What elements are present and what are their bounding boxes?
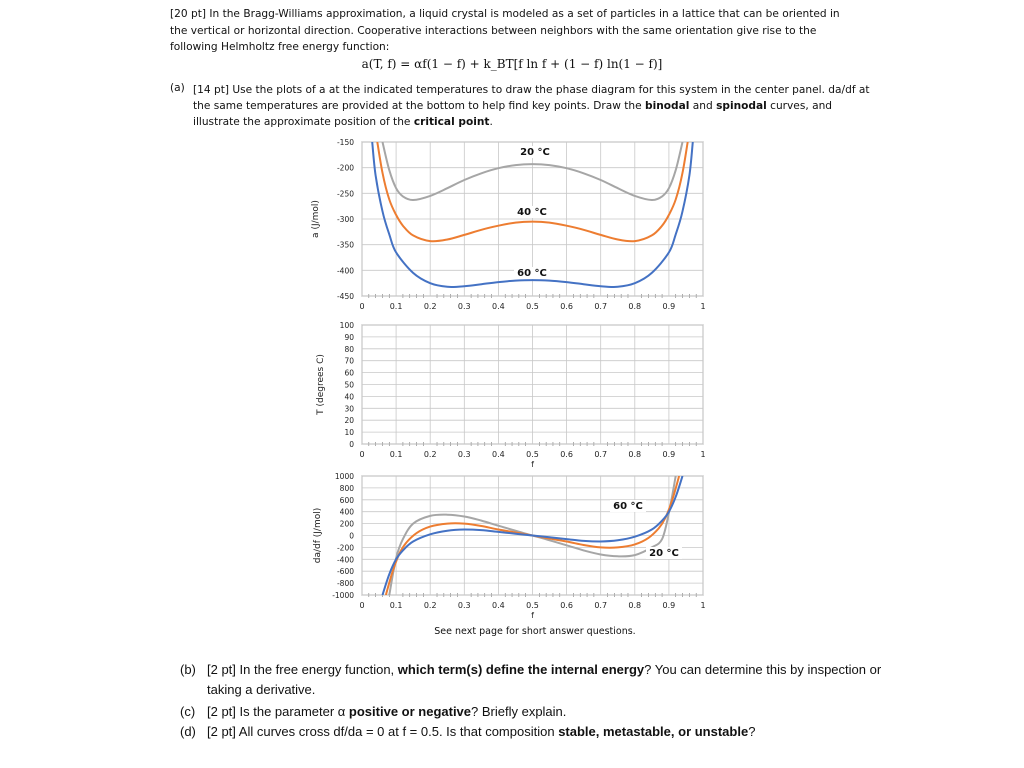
free-energy-equation: a(T, f) = αf(1 − f) + k_BT[f ln f + (1 − f) ln(1 − f)] [361, 57, 663, 71]
y-tick-label: 400 [339, 507, 354, 517]
x-tick-label: 0.1 [389, 302, 403, 311]
y-tick-label: 70 [344, 356, 354, 366]
x-tick-label: 0 [359, 450, 365, 459]
x-tick-label: 0.7 [594, 450, 608, 459]
y-tick-label: -200 [336, 543, 354, 553]
x-tick-label: 0 [359, 601, 365, 610]
part-a-text: [14 pt] Use the plots of a at the indicated temperatures to draw the phase diagram for this system in the center panel. da/df at the same temperatures are provided at the bottom to help find key points. Draw the binodal and spinodal curves, and illustrate the approximate position of the critical point. [193, 84, 870, 128]
question-c-text: [2 pt] Is the parameter α positive or negative? Briefly explain. [207, 704, 567, 719]
y-tick-label: 90 [344, 332, 354, 342]
chart-2 [316, 321, 706, 469]
annotation-label: 40 °C [517, 207, 547, 218]
y-tick-label: -350 [336, 240, 354, 250]
y-tick-label: 40 [344, 392, 354, 402]
question-c-label: (c) [180, 704, 196, 719]
y-tick-label: 0 [349, 440, 354, 449]
y-tick-label: 80 [344, 344, 354, 354]
x-tick-label: 0.8 [628, 601, 642, 610]
y-tick-label: -600 [336, 567, 354, 577]
y-tick-label: -150 [336, 138, 354, 147]
x-tick-label: 0.4 [492, 302, 505, 311]
annotation-label: 20 °C [520, 147, 550, 158]
x-tick-label: 0.2 [423, 601, 437, 610]
x-tick-label: 1 [700, 450, 706, 459]
x-tick-label: 0.5 [526, 450, 539, 459]
x-tick-label: 0.6 [560, 302, 573, 311]
annotation-label: 60 °C [517, 268, 547, 279]
next-page-note: See next page for short answer questions. [434, 626, 636, 637]
x-tick-label: 0.9 [662, 302, 676, 311]
annotation-label: 20 °C [649, 548, 679, 559]
y-tick-label: 20 [344, 416, 354, 426]
part-a-label: (a) [170, 82, 185, 94]
x-axis-label: f [531, 460, 534, 469]
y-tick-label: -300 [336, 215, 354, 224]
x-tick-label: 0.6 [560, 601, 573, 610]
x-tick-label: 0.7 [594, 302, 608, 311]
x-tick-label: 0.9 [662, 450, 676, 459]
y-axis-label: a (J/mol) [311, 200, 321, 238]
y-tick-label: 50 [344, 380, 354, 390]
x-axis-label: f [531, 611, 534, 620]
y-tick-label: 30 [344, 404, 354, 414]
y-tick-label: 800 [339, 483, 354, 493]
x-tick-label: 0.8 [628, 450, 642, 459]
x-tick-label: 0.7 [594, 601, 608, 610]
x-tick-label: 0.5 [526, 601, 539, 610]
question-b-label: (b) [180, 662, 196, 677]
y-axis-label: T (degrees C) [316, 354, 326, 415]
intro-paragraph: [20 pt] In the Bragg-Williams approximation, a liquid crystal is modeled as a set of particles in a lattice that can be oriented in the vertical or horizontal direction. Cooperative interactions between neighbors with the same orientation give rise to the following Helmholtz free energy function: [170, 8, 840, 53]
y-tick-label: -400 [336, 266, 354, 276]
y-tick-label: -1000 [332, 591, 354, 600]
y-tick-label: 100 [339, 321, 354, 330]
y-axis-label: da/df (J/mol) [313, 507, 323, 564]
y-tick-label: -250 [336, 189, 354, 199]
y-tick-label: -400 [336, 555, 354, 565]
x-tick-label: 1 [700, 601, 706, 610]
y-tick-label: 600 [339, 495, 354, 505]
x-tick-label: 0.3 [457, 302, 471, 311]
y-tick-label: 0 [349, 531, 354, 541]
x-tick-label: 0.2 [423, 302, 437, 311]
x-tick-label: 0.6 [560, 450, 573, 459]
y-tick-label: -200 [336, 163, 354, 173]
x-tick-label: 0.8 [628, 302, 642, 311]
y-tick-label: 60 [344, 368, 354, 378]
x-tick-label: 0.5 [526, 302, 539, 311]
x-tick-label: 0.3 [457, 450, 471, 459]
y-tick-label: -800 [336, 579, 354, 589]
annotation-label: 60 °C [613, 501, 643, 512]
x-tick-label: 0.3 [457, 601, 471, 610]
y-tick-label: 10 [344, 428, 354, 438]
y-tick-label: 200 [339, 519, 354, 529]
x-tick-label: 0.1 [389, 450, 403, 459]
question-b-text: [2 pt] In the free energy function, which term(s) define the internal energy? You can determine this by inspection or taking a derivative. [207, 662, 882, 697]
x-tick-label: 0.4 [492, 450, 505, 459]
chart-3 [313, 472, 706, 620]
x-tick-label: 0.4 [492, 601, 505, 610]
x-tick-label: 1 [700, 302, 706, 311]
chart-1 [311, 138, 706, 311]
question-d-text: [2 pt] All curves cross df/da = 0 at f = 0.5. Is that composition stable, metastable, or unstable? [207, 724, 756, 739]
x-tick-label: 0 [359, 302, 365, 311]
y-tick-label: 1000 [334, 472, 354, 481]
question-d-label: (d) [180, 724, 196, 739]
x-tick-label: 0.9 [662, 601, 676, 610]
y-tick-label: -450 [336, 292, 354, 301]
x-tick-label: 0.1 [389, 601, 403, 610]
x-tick-label: 0.2 [423, 450, 437, 459]
